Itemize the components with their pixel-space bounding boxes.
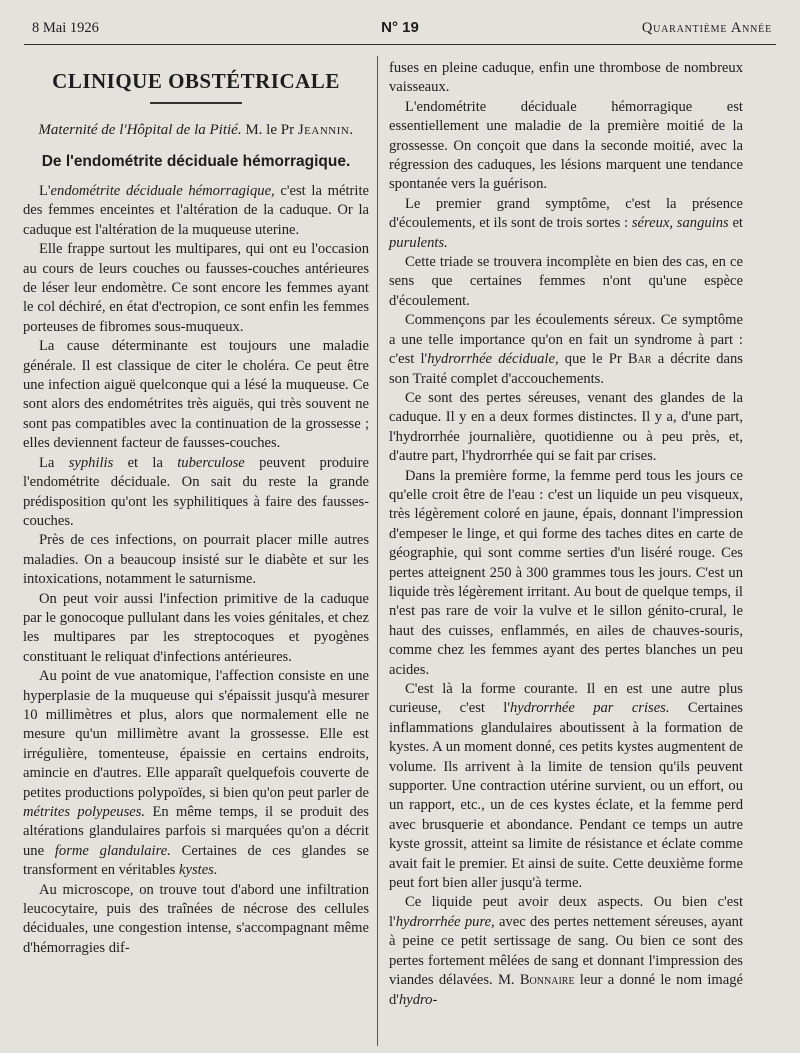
publication-year: Quarantième Année xyxy=(641,20,772,36)
paragraph: On peut voir aussi l'infection primitive de la caduque par le gonocoque pullulant dans les voies génitales, et chez les multipares par les streptocoques et pyogènes constituant le reliquat d'infections antérieures. xyxy=(23,590,369,665)
issue-number: N° 19 xyxy=(381,19,419,36)
paragraph: C'est là la forme courante. Il en est une autre plus curieuse, c'est l'hydrorrhée par crises. Certaines inflammations glandulaires aboutissent à la formation de kystes. A un moment donné, ces petits kystes augmentent de volume. Ils arrivent à la limite de tension qu'ils peuvent supporter. Une contraction utérine survient, ou un effort, ou un rapport, etc., un de ces kystes éclate, et la femme perd avec brusquerie et abondance. Pendant ce temps un autre kyste grossit, atteint sa limite de résistance et éclate comme avait fait le premier. Et ainsi de suite. Cette deuxième forme peut fort bien aller jusqu'à terme. xyxy=(389,681,743,892)
paragraph: Le premier grand symptôme, c'est la présence d'écoulements, et ils sont de trois sortes : séreux, sanguins et purulents. xyxy=(389,195,743,251)
paragraph: L'endométrite déciduale hémorragique est essentiellement une maladie de la première moitié de la grossesse. On conçoit que dans la seconde moitié, avec la régression des caduques, les lésions marquent une tendance spontanée vers la guérison. xyxy=(389,98,743,193)
paragraph: Au point de vue anatomique, l'affection consiste en une hyperplasie de la muqueuse qui s'épaissit jusqu'à mesurer 10 millimètres et plus, alors que normalement elle ne mesure qu'un millimètre avant la grossesse. Elle est irrégulière, tomenteuse, épaissie en certains endroits, amincie en d'autres. Elle apparaît quelquefois couverte de petites productions polypoïdes, si bien qu'on peut parler de métrites polypeuses. En même temps, il se produit des altérations glandulaires parfois si marquées qu'on a décrit une forme glandulaire. Certaines de ces glandes se transforment en véritables kystes. xyxy=(23,668,369,879)
title-divider xyxy=(150,102,242,104)
paragraph: Dans la première forme, la femme perd tous les jours ce qu'elle croit être de l'eau : c'est un liquide un peu visqueux, très légèrement coloré en jaune, épais, donnant l'impression d'empeser le linge, et qui forme des taches dites en carte de géographie, qui sont comme serties d'un liséré rouge. Ces pertes atteignent 250 à 300 grammes tous les jours. C'est un liquide très légèrement irritant. Au bout de quelque temps, il n'est pas rare de voir la vulve et le sillon génito-crural, le haut des cuisses, enflammés, en ailes de chauves-souris, comme chez les femmes ayant des pertes blanches un peu acides. xyxy=(389,467,743,678)
paragraph: Ce liquide peut avoir deux aspects. Ou bien c'est l'hydrorrhée pure, avec des pertes nettement séreuses, ayant à peine ce petit sertissage de sang. Ou bien ce sont des pertes fortement mêlées de sang et donnant l'impression des viandes délavées. M. Bonnaire leur a donné le nom imagé d'hydro- xyxy=(389,894,744,1008)
author-name: Jeannin. xyxy=(297,122,354,138)
article-venue xyxy=(23,120,369,140)
paragraph: Près de ces infections, on pourrait placer mille autres maladies. On a beaucoup insisté sur le diabète et sur les intoxications, notamment le saturnisme. xyxy=(23,532,369,588)
issue-date: 8 Mai 1926 xyxy=(32,20,99,36)
author-prefix: M. le Pr xyxy=(245,122,295,138)
paragraph: L'endométrite déciduale hémorragique, c'est la métrite des femmes enceintes et l'altération de la caduque. Or la caduque est l'altération de la muqueuse uterine. xyxy=(23,183,369,238)
paragraph: Ce sont des pertes séreuses, venant des glandes de la caduque. Il y en a deux formes distinctes. Il y a, d'une part, l'hydrorrhée journalière, quotidienne ou à peu près, et, d'autre part, l'hydrorrhée qui se fait par crises. xyxy=(389,389,743,465)
right-column xyxy=(389,59,743,1010)
left-column xyxy=(23,60,369,958)
paragraph: Au microscope, on trouve tout d'abord une infiltration leucocytaire, puis des traînées de nécrose des cellules déciduales, une congestion intense, s'accompagnant même d'hémorragies dif- xyxy=(23,881,369,956)
paragraph: La cause déterminante est toujours une maladie générale. Il est classique de citer le choléra. Ce peut être une infection aiguë quelconque qui a lésé la muqueuse. Ce sont alors des endométrites très aiguës, qui très souvent ne sont pas compatibles avec la continuation de la grossesse ; elles deviennent facteur de fausses-couches. xyxy=(23,338,369,452)
column-divider xyxy=(377,56,378,1046)
paragraph: Cette triade se trouvera incomplète en bien des cas, en ce sens que certaines femmes n'ont qu'une espèce d'écoulement. xyxy=(389,254,743,309)
paragraph: La syphilis et la tuberculose peuvent produire l'endométrite déciduale. On sait du reste la grande prédisposition qu'ont les syphilitiques à faire des fausses-couches. xyxy=(23,454,370,529)
article-subtitle: De l'endométrite déciduale hémorragique. xyxy=(41,153,351,170)
paragraph: fuses en pleine caduque, enfin une thrombose de nombreux vaisseaux. xyxy=(389,60,743,96)
paragraph: Commençons par les écoulements séreux. Ce symptôme a une telle importance qu'on en fait un syndrome à part : c'est l'hydrorrhée déciduale, que le Pr Bar a décrite dans son Traité complet d'accouchements. xyxy=(389,312,743,387)
paragraph: Elle frappe surtout les multipares, qui ont eu l'occasion au cours de leurs couches ou fausses-couches antérieures de léser leur endomètre. Ce sont encore les femmes ayant le col déchiré, en état d'ectropion, ce sont enfin les femmes porteuses de fibromes sous-muqueux. xyxy=(23,241,369,335)
page-header xyxy=(24,14,776,45)
venue-name: Maternité de l'Hôpital de la Pitié. xyxy=(38,122,242,138)
section-title: CLINIQUE OBSTÉTRICALE xyxy=(52,69,340,93)
